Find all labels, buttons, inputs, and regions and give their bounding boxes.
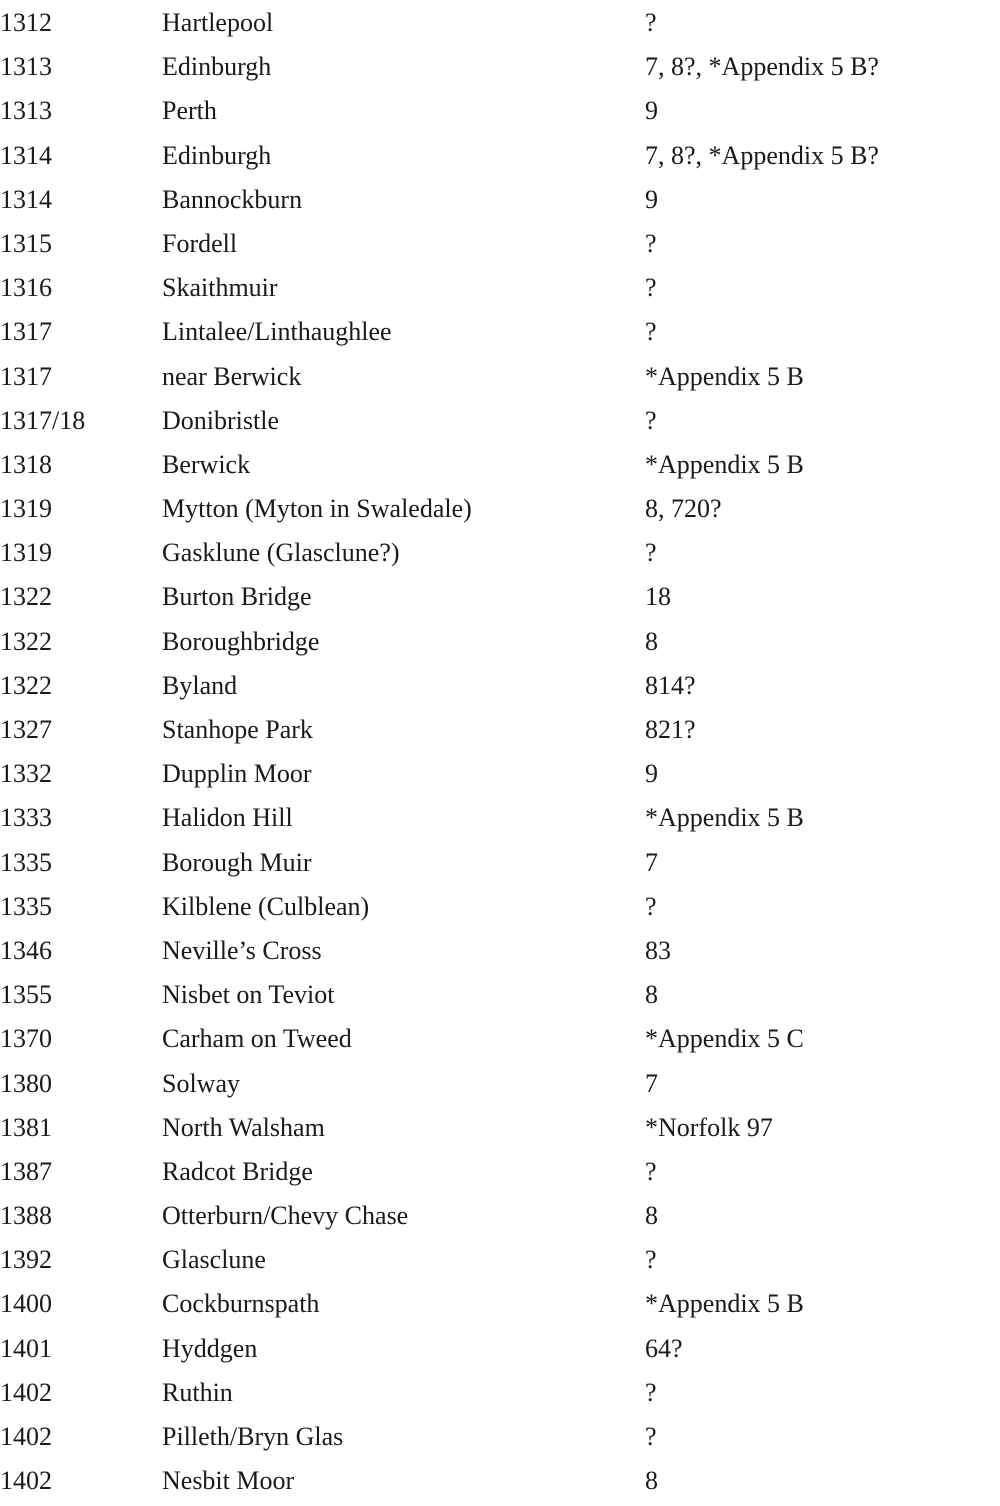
table-row — [0, 1197, 1000, 1241]
table-row — [0, 446, 1000, 490]
table-row — [0, 1109, 1000, 1153]
year-cell: 1327 — [0, 715, 52, 744]
table-row — [0, 755, 1000, 799]
reference-cell: 18 — [645, 582, 671, 612]
table-row — [0, 225, 1000, 269]
year-cell: 1346 — [0, 935, 52, 965]
reference-cell: 8 — [645, 1201, 658, 1231]
reference-cell: 821? — [645, 715, 696, 744]
year-cell: 1322 — [0, 626, 52, 656]
reference-cell: ? — [645, 273, 657, 303]
year-cell: 1317/18 — [0, 405, 86, 435]
reference-cell: *Norfolk 97 — [645, 1112, 773, 1142]
place-cell: Otterburn/Chevy Chase — [162, 1201, 409, 1231]
reference-cell: 8 — [645, 626, 658, 656]
place-cell: Berwick — [162, 449, 251, 479]
place-cell: Edinburgh — [162, 52, 272, 82]
table-row — [0, 844, 1000, 888]
year-cell: 1314 — [0, 140, 52, 170]
table-row — [0, 313, 1000, 357]
reference-cell: 7, 8?, *Appendix 5 B? — [645, 52, 879, 82]
year-cell: 1388 — [0, 1201, 52, 1231]
reference-cell: ? — [645, 891, 657, 921]
place-cell: Kilblene (Culblean) — [162, 891, 370, 921]
place-cell: Gasklune (Glasclune?) — [162, 538, 400, 568]
year-cell: 1322 — [0, 582, 52, 612]
reference-cell: 7, 8?, *Appendix 5 B? — [645, 140, 879, 170]
table-row — [0, 976, 1000, 1020]
reference-cell: ? — [645, 538, 657, 568]
reference-cell: 9 — [645, 759, 658, 789]
year-cell: 1315 — [0, 228, 52, 258]
place-cell: Radcot Bridge — [162, 1156, 313, 1186]
reference-cell: ? — [645, 405, 657, 435]
reference-cell: 9 — [645, 184, 658, 214]
place-cell: Borough Muir — [162, 847, 312, 877]
year-cell: 1335 — [0, 891, 52, 921]
table-row — [0, 1153, 1000, 1197]
reference-cell: ? — [645, 1377, 657, 1407]
place-cell: Edinburgh — [162, 140, 272, 170]
table-row — [0, 1065, 1000, 1109]
year-cell: 1355 — [0, 980, 52, 1010]
reference-cell: *Appendix 5 C — [645, 1024, 804, 1054]
table-row — [0, 402, 1000, 446]
place-cell: Byland — [162, 670, 238, 700]
reference-cell: ? — [645, 228, 657, 258]
year-cell: 1314 — [0, 184, 52, 214]
table-row — [0, 1330, 1000, 1374]
table-row — [0, 1418, 1000, 1462]
place-cell: Boroughbridge — [162, 626, 320, 656]
year-cell: 1335 — [0, 847, 52, 877]
place-cell: Solway — [162, 1068, 240, 1098]
reference-cell: 83 — [645, 935, 671, 965]
table-row — [0, 1374, 1000, 1418]
table-row — [0, 932, 1000, 976]
year-cell: 1381 — [0, 1112, 52, 1142]
place-cell: Burton Bridge — [162, 582, 312, 612]
place-cell: Glasclune — [162, 1245, 266, 1275]
table-row — [0, 888, 1000, 932]
reference-cell: 7 — [645, 1068, 658, 1098]
year-cell: 1400 — [0, 1289, 52, 1319]
year-cell: 1333 — [0, 803, 52, 833]
place-cell: near Berwick — [162, 361, 302, 391]
place-cell: Fordell — [162, 228, 238, 258]
year-cell: 1402 — [0, 1466, 52, 1496]
place-cell: Donibristle — [162, 405, 279, 435]
place-cell: Nisbet on Teviot — [162, 980, 335, 1010]
table-row — [0, 358, 1000, 402]
year-cell: 1312 — [0, 8, 52, 37]
table-row — [0, 92, 1000, 136]
table-row — [0, 269, 1000, 313]
reference-cell: 8, 720? — [645, 494, 722, 524]
reference-cell: ? — [645, 1245, 657, 1275]
place-cell: Stanhope Park — [162, 715, 313, 744]
table-row — [0, 1020, 1000, 1064]
place-cell: Dupplin Moor — [162, 759, 312, 789]
year-cell: 1380 — [0, 1068, 52, 1098]
place-cell: Carham on Tweed — [162, 1024, 352, 1054]
table-row — [0, 1241, 1000, 1285]
year-cell: 1317 — [0, 361, 52, 391]
place-cell: Lintalee/Linthaughlee — [162, 317, 392, 347]
reference-cell: *Appendix 5 B — [645, 449, 804, 479]
reference-cell: 8 — [645, 1466, 658, 1496]
year-cell: 1370 — [0, 1024, 52, 1054]
table-row — [0, 799, 1000, 843]
year-cell: 1313 — [0, 52, 52, 82]
year-cell: 1401 — [0, 1333, 52, 1363]
table-row — [0, 578, 1000, 622]
reference-cell: 9 — [645, 96, 658, 126]
year-cell: 1318 — [0, 449, 52, 479]
place-cell: Neville’s Cross — [162, 935, 322, 965]
table-row — [0, 4, 1000, 48]
place-cell: Pilleth/Bryn Glas — [162, 1422, 344, 1451]
place-cell: Nesbit Moor — [162, 1466, 295, 1496]
table-row — [0, 490, 1000, 534]
reference-cell: ? — [645, 1156, 657, 1186]
place-cell: Skaithmuir — [162, 273, 278, 303]
place-cell: Cockburnspath — [162, 1289, 320, 1319]
year-cell: 1316 — [0, 273, 52, 303]
reference-cell: ? — [645, 1422, 657, 1451]
place-cell: Perth — [162, 96, 217, 126]
year-cell: 1392 — [0, 1245, 52, 1275]
place-cell: Mytton (Myton in Swaledale) — [162, 494, 472, 524]
table-row — [0, 1285, 1000, 1329]
table-row — [0, 667, 1000, 711]
year-cell: 1317 — [0, 317, 52, 347]
reference-cell: ? — [645, 317, 657, 347]
table-row — [0, 1462, 1000, 1506]
year-cell: 1332 — [0, 759, 52, 789]
place-cell: Ruthin — [162, 1377, 233, 1407]
place-cell: Bannockburn — [162, 184, 303, 214]
table-row — [0, 48, 1000, 92]
battle-list-table — [0, 4, 1000, 1506]
place-cell: North Walsham — [162, 1112, 325, 1142]
reference-cell: *Appendix 5 B — [645, 803, 804, 833]
year-cell: 1402 — [0, 1422, 52, 1451]
reference-cell: 7 — [645, 847, 658, 877]
table-row — [0, 711, 1000, 755]
place-cell: Halidon Hill — [162, 803, 293, 833]
year-cell: 1402 — [0, 1377, 52, 1407]
reference-cell: *Appendix 5 B — [645, 1289, 804, 1319]
table-row — [0, 137, 1000, 181]
year-cell: 1387 — [0, 1156, 52, 1186]
table-row — [0, 534, 1000, 578]
table-row — [0, 623, 1000, 667]
reference-cell: 64? — [645, 1333, 683, 1363]
reference-cell: ? — [645, 8, 657, 37]
reference-cell: *Appendix 5 B — [645, 361, 804, 391]
reference-cell: 8 — [645, 980, 658, 1010]
year-cell: 1319 — [0, 538, 52, 568]
place-cell: Hartlepool — [162, 8, 274, 37]
year-cell: 1322 — [0, 670, 52, 700]
year-cell: 1319 — [0, 494, 52, 524]
reference-cell: 814? — [645, 670, 696, 700]
place-cell: Hyddgen — [162, 1333, 258, 1363]
year-cell: 1313 — [0, 96, 52, 126]
table-row — [0, 181, 1000, 225]
